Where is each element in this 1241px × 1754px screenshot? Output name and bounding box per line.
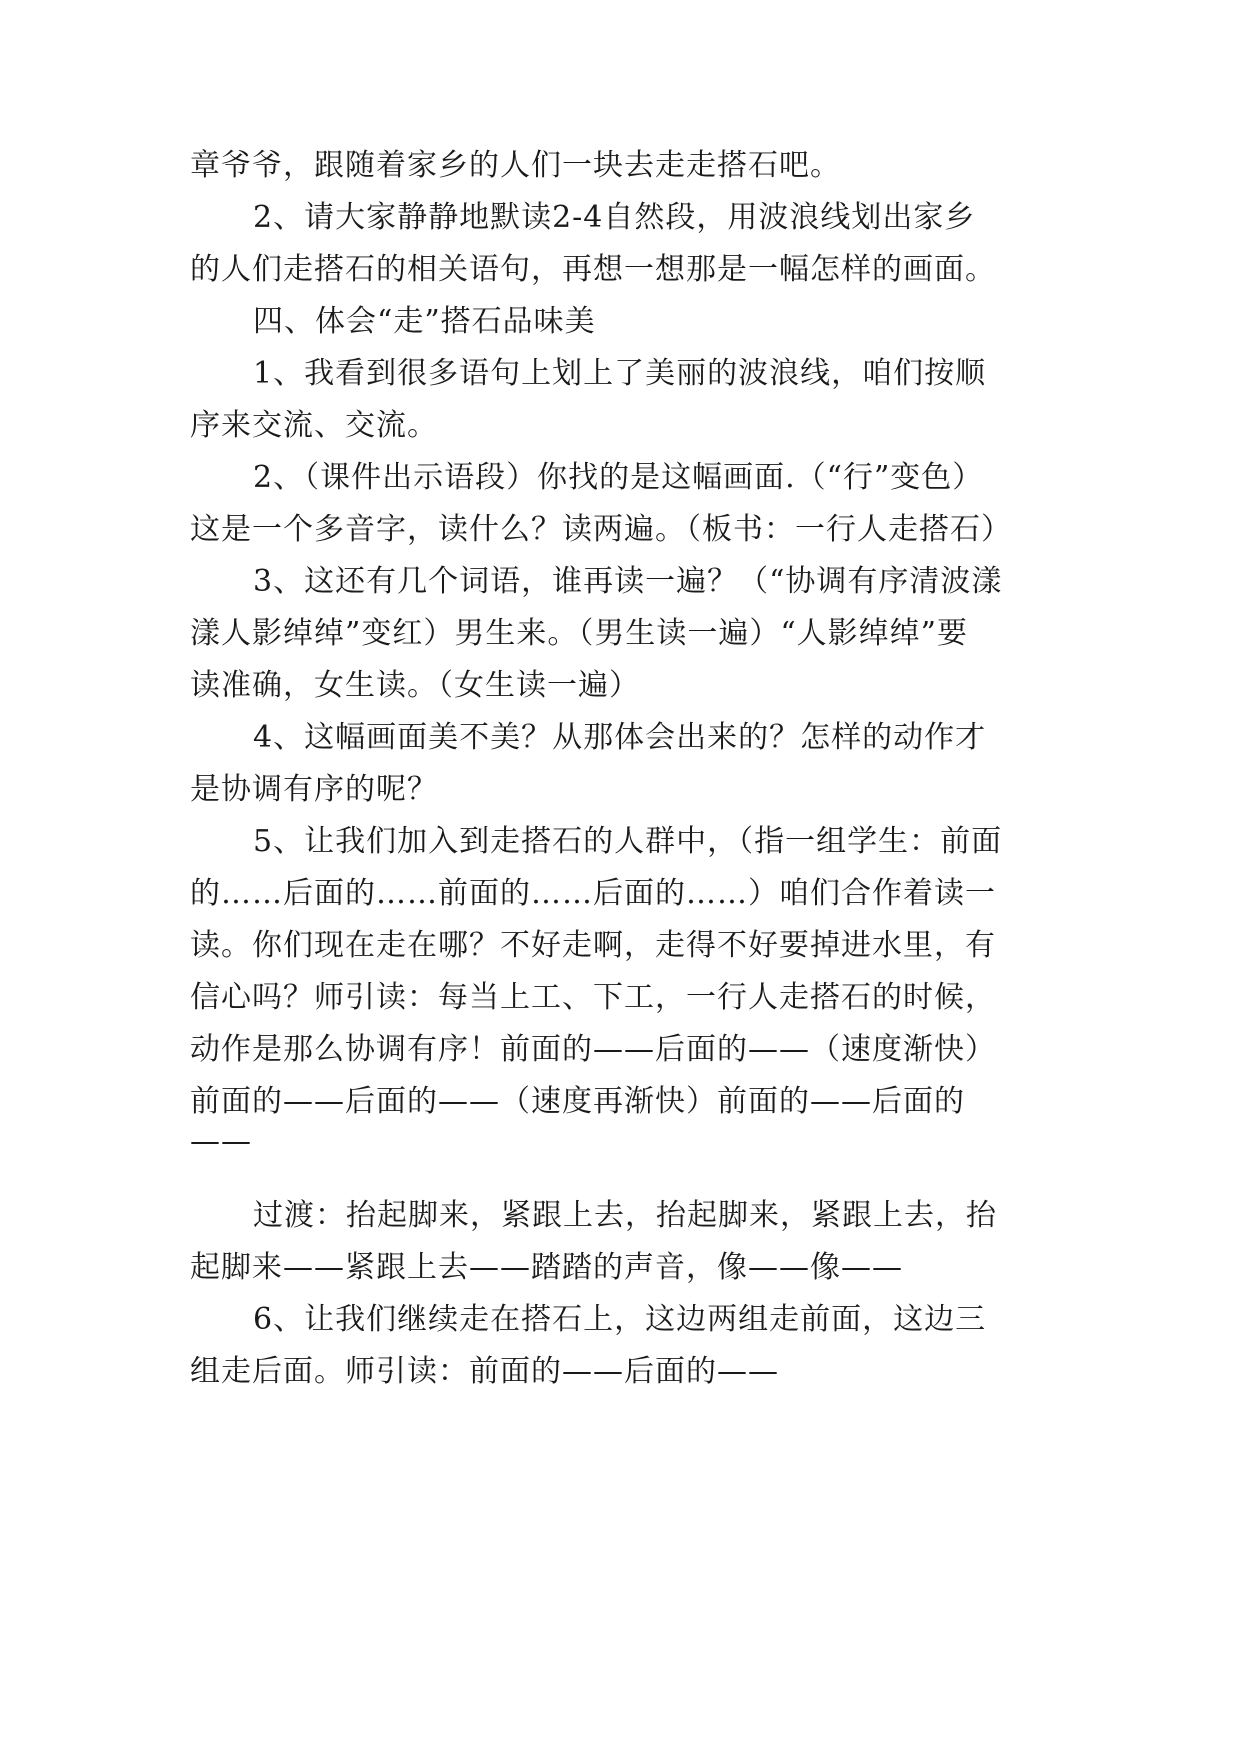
text-line: —— <box>190 1124 252 1159</box>
text-line: 3、这还有几个词语，谁再读一遍？（“协调有序清波漾 <box>253 564 1003 599</box>
text-line: 2、请大家静静地默读2-4自然段，用波浪线划出家乡 <box>253 200 976 235</box>
text-line: 漾人影绰绰”变红）男生来。（男生读一遍）“人影绰绰”要 <box>190 616 969 651</box>
text-line: 组走后面。师引读：前面的——后面的—— <box>190 1354 779 1389</box>
text-line: 前面的——后面的——（速度再渐快）前面的——后面的 <box>190 1084 965 1119</box>
text-line: 这是一个多音字，读什么？读两遍。（板书：一行人走搭石） <box>190 512 1012 547</box>
text-line: 2、（课件出示语段）你找的是这幅画面.（“行”变色） <box>253 460 984 495</box>
text-line: 1、我看到很多语句上划上了美丽的波浪线，咱们按顺 <box>253 356 987 391</box>
text-line: 5、让我们加入到走搭石的人群中，（指一组学生：前面 <box>253 824 1003 859</box>
text-line: 读准确，女生读。（女生读一遍） <box>190 668 640 703</box>
text-line: 4、这幅画面美不美？从那体会出来的？怎样的动作才 <box>253 720 987 755</box>
text-line: 动作是那么协调有序！前面的——后面的——（速度渐快） <box>190 1032 996 1067</box>
text-line: 是协调有序的呢？ <box>190 772 438 807</box>
text-line: 信心吗？师引读：每当上工、下工，一行人走搭石的时候， <box>190 980 996 1015</box>
text-line: 6、让我们继续走在搭石上，这边两组走前面，这边三 <box>253 1302 987 1337</box>
text-line: 起脚来——紧跟上去——踏踏的声音，像——像—— <box>190 1250 903 1285</box>
text-line: 四、体会“走”搭石品味美 <box>253 304 596 339</box>
text-line: 章爷爷，跟随着家乡的人们一块去走走搭石吧。 <box>190 148 841 183</box>
text-line: 的人们走搭石的相关语句，再想一想那是一幅怎样的画面。 <box>190 252 996 287</box>
text-line: 读。你们现在走在哪？不好走啊，走得不好要掉进水里，有 <box>190 928 996 963</box>
text-line: 序来交流、交流。 <box>190 408 438 443</box>
text-line: 过渡：抬起脚来，紧跟上去，抬起脚来，紧跟上去，抬 <box>253 1198 997 1233</box>
text-line: 的……后面的……前面的……后面的……）咱们合作着读一 <box>190 876 996 911</box>
